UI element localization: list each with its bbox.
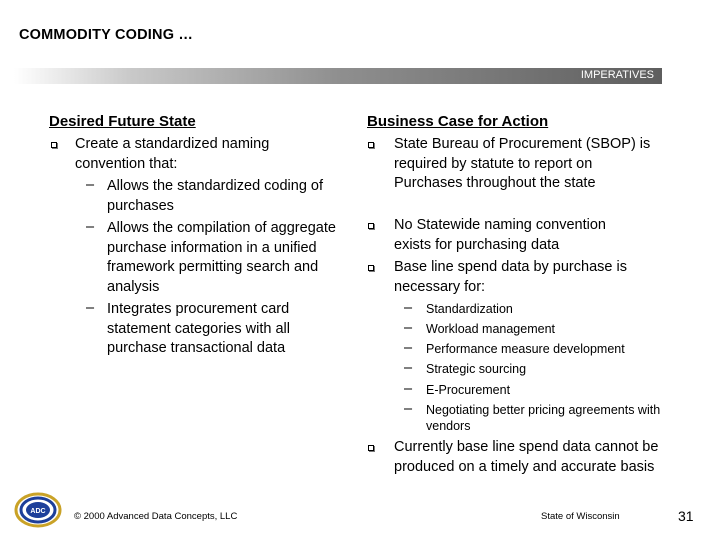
dash-bullet-icon: – — [404, 320, 413, 336]
right-final-bullet: Currently base line spend data cannot be produced on a timely and accurate basis — [394, 439, 659, 475]
right-bullet: State Bureau of Procurement (SBOP) is required by statute to report on Purchases throughout the state — [394, 136, 651, 191]
section-banner — [14, 68, 662, 84]
dash-bullet-icon: – — [404, 381, 413, 397]
right-subitem: Workload management — [426, 322, 556, 336]
adc-logo-icon — [14, 491, 62, 529]
left-heading: Desired Future State — [49, 113, 196, 130]
right-subitem: E-Procurement — [426, 383, 511, 397]
dash-bullet-icon: – — [404, 340, 413, 356]
dash-bullet-icon: – — [404, 300, 413, 316]
page-number: 31 — [678, 508, 694, 524]
dash-bullet-icon: – — [86, 300, 95, 316]
square-bullet-icon — [51, 142, 57, 148]
right-subitem: Negotiating better pricing agreements with vendors — [426, 403, 661, 433]
dash-bullet-icon: – — [404, 401, 413, 417]
footer-state: State of Wisconsin — [541, 511, 620, 522]
square-bullet-icon — [368, 445, 374, 451]
right-heading: Business Case for Action — [367, 113, 549, 130]
left-subitem: Allows the standardized coding of purchases — [107, 178, 324, 214]
square-bullet-icon — [368, 142, 374, 148]
dash-bullet-icon: – — [86, 219, 95, 235]
right-bullet: Base line spend data by purchase is necessary for: — [394, 259, 627, 295]
slide-title: COMMODITY CODING … — [19, 27, 194, 43]
dash-bullet-icon: – — [404, 360, 413, 376]
banner-label: IMPERATIVES — [580, 69, 654, 81]
left-subitem: Allows the compilation of aggregate purchase information in a unified framework permitting search and analysis — [107, 220, 336, 295]
left-subitem: Integrates procurement card statement categories with all purchase transactional data — [107, 301, 290, 356]
square-bullet-icon — [368, 265, 374, 271]
logo-text: ADC — [30, 508, 46, 515]
square-bullet-icon — [368, 223, 374, 229]
left-bullet: Create a standardized naming convention that: — [75, 136, 270, 172]
right-subitem: Standardization — [426, 302, 513, 316]
dash-bullet-icon: – — [86, 177, 95, 193]
right-bullet: No Statewide naming convention exists for purchasing data — [394, 217, 606, 253]
right-subitem: Strategic sourcing — [426, 362, 527, 376]
right-subitem: Performance measure development — [426, 342, 625, 356]
footer-copyright: © 2000 Advanced Data Concepts, LLC — [74, 511, 238, 522]
